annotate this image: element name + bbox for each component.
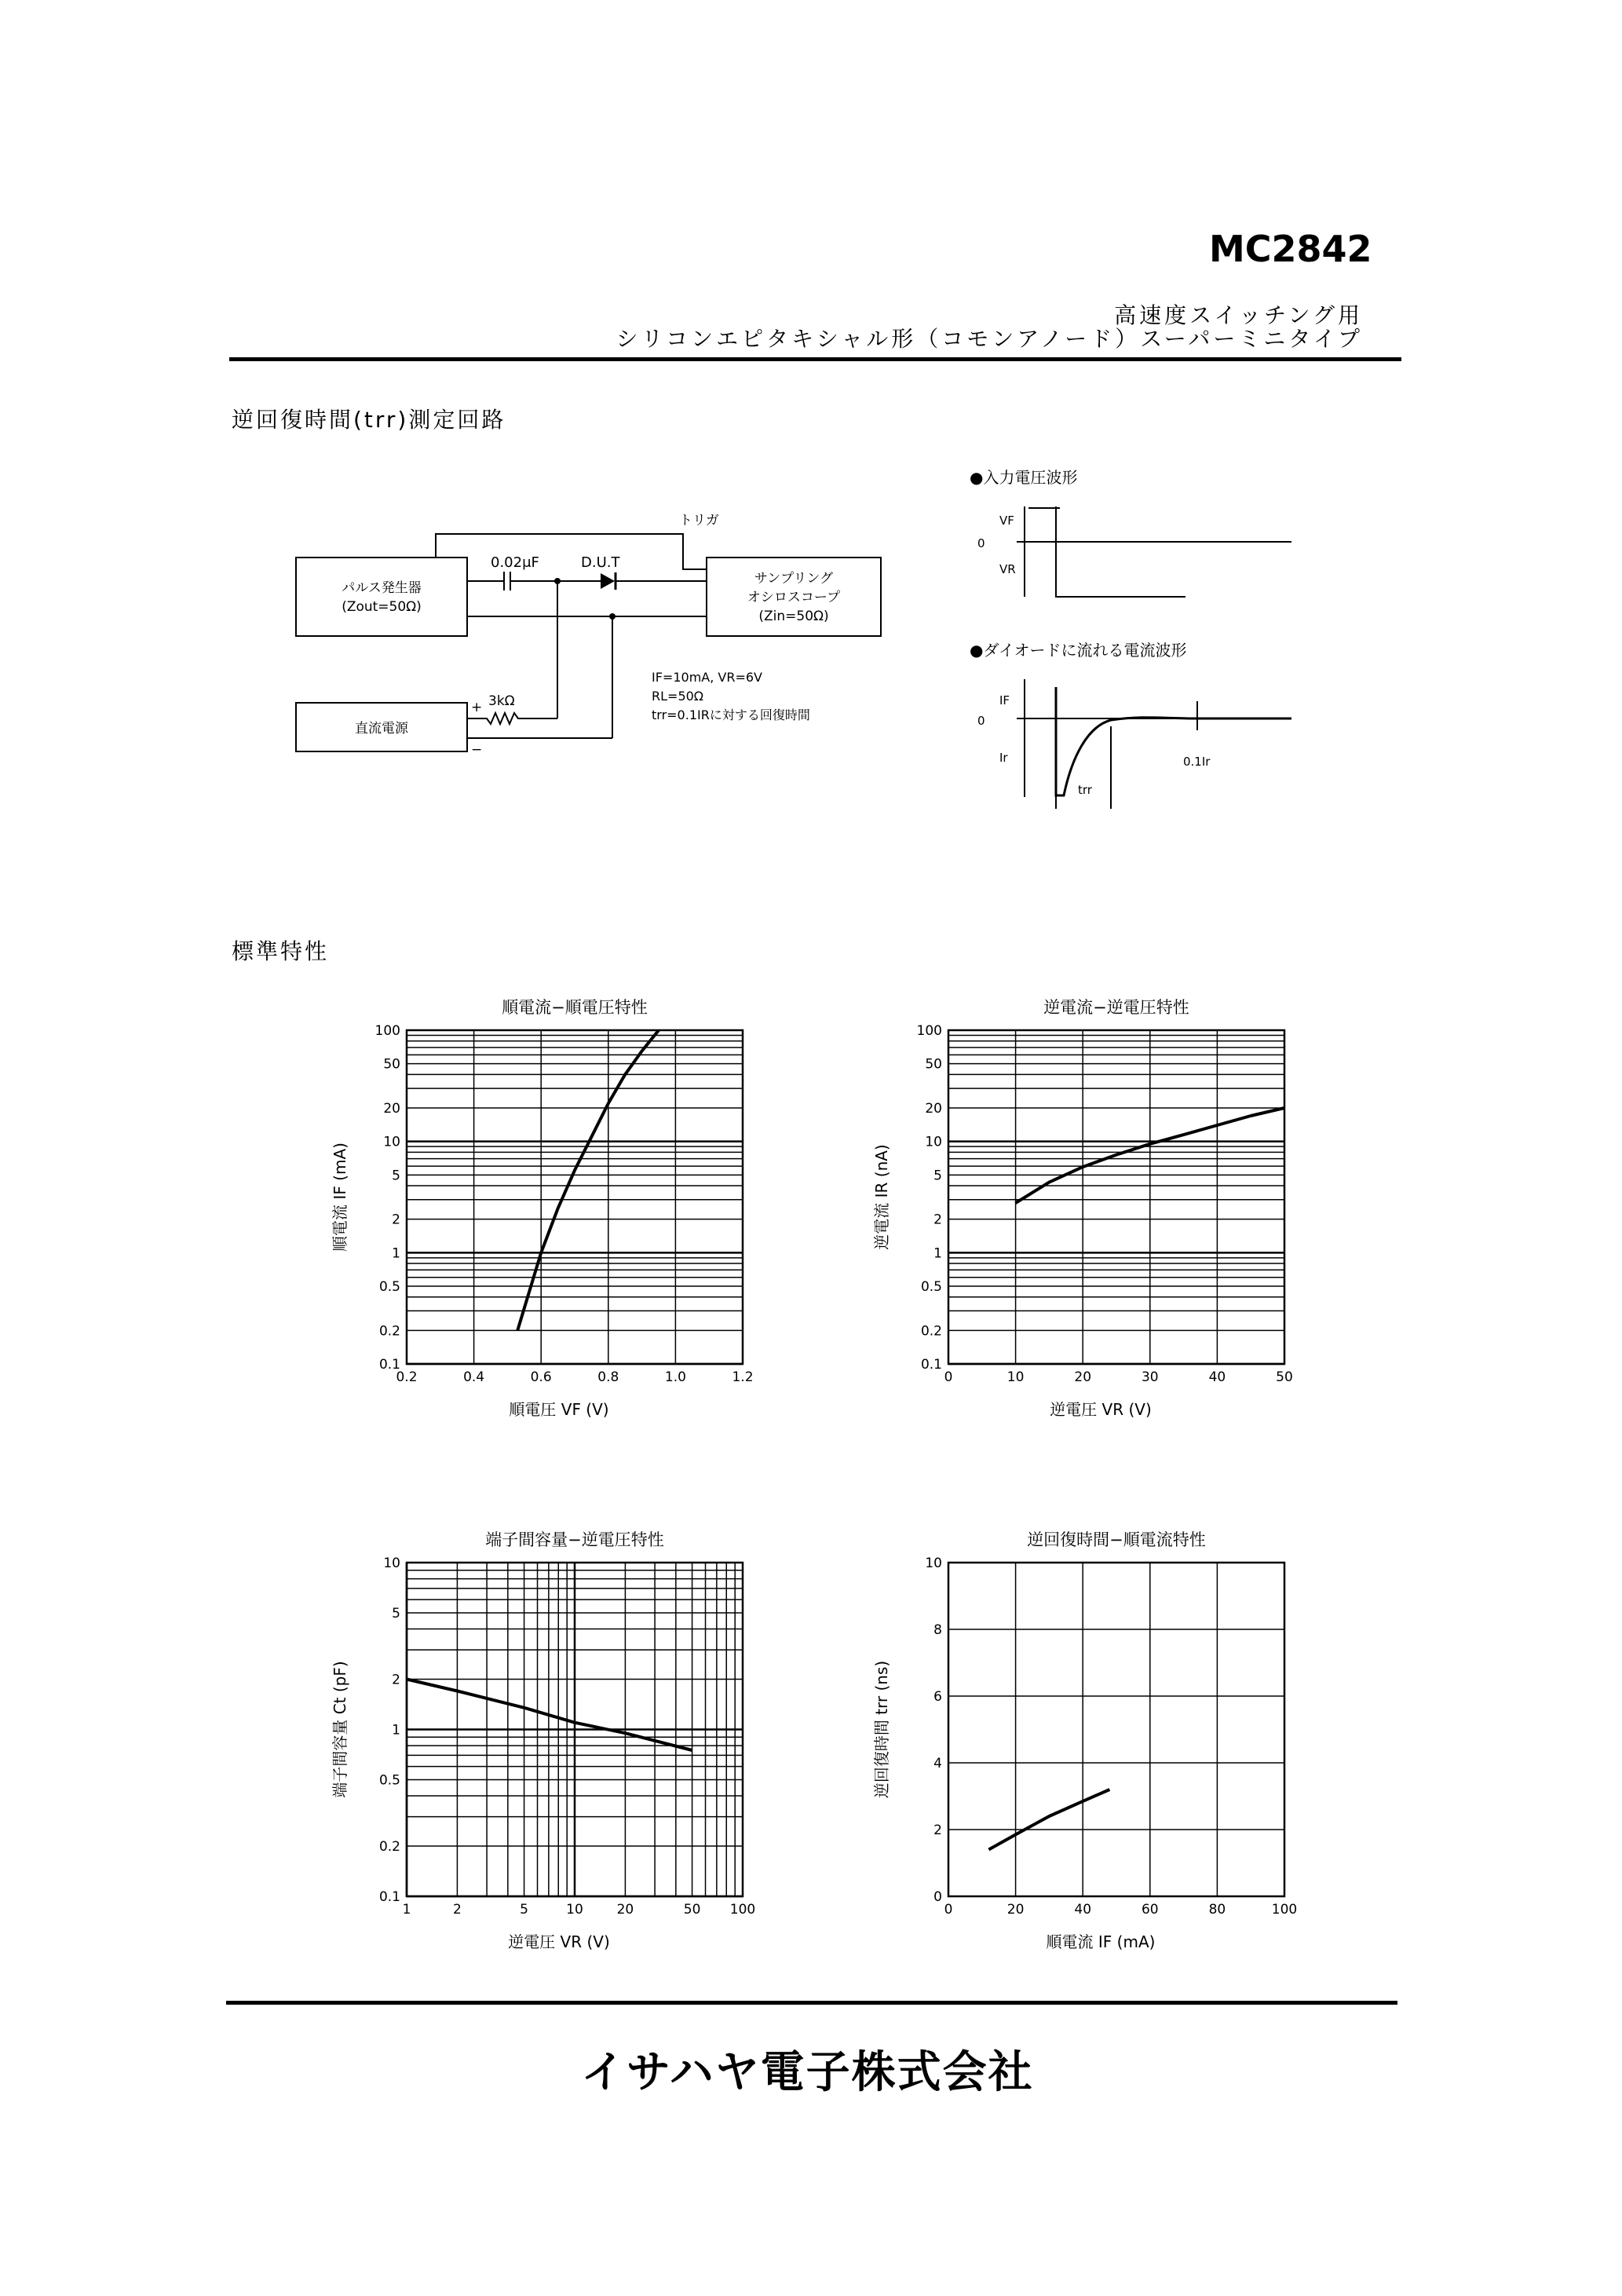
characteristics-title: 標準特性: [232, 938, 330, 964]
trigger-line: [436, 534, 707, 569]
resistor-label: 3kΩ: [488, 693, 515, 709]
node-dot: [554, 578, 561, 584]
x-tick-label: 10: [566, 1902, 583, 1918]
x-tick-label: 40: [1074, 1902, 1092, 1918]
x-axis-label: 順電流 IF (mA): [1046, 1932, 1156, 1951]
current-curve: [1056, 687, 1291, 795]
y-tick-label: 0.2: [920, 1323, 942, 1340]
y-tick-label: 1: [933, 1245, 942, 1262]
x-tick-label: 1.0: [664, 1369, 686, 1385]
x-tick-label: 30: [1141, 1369, 1159, 1385]
trr-label: trr: [1078, 783, 1092, 797]
chart-grid: [948, 1030, 1284, 1364]
y-tick-label: 0.1: [378, 1357, 400, 1373]
pulse-gen-label2: (Zout=50Ω): [342, 599, 422, 615]
plot-frame: [948, 1563, 1284, 1896]
current-waveform-title: ●ダイオードに流れる電流波形: [970, 641, 1187, 660]
header-rule: [229, 357, 1401, 361]
y-tick-label: 2: [933, 1212, 942, 1228]
x-tick-label: 10: [1006, 1369, 1025, 1385]
x-tick-label: 20: [1006, 1902, 1025, 1918]
input-pulse: [1056, 506, 1185, 597]
x-tick-label: 60: [1141, 1902, 1159, 1918]
chart-trr-if: [848, 1512, 1319, 1975]
x-tick-label: 5: [520, 1902, 528, 1918]
series-line: [517, 1030, 659, 1330]
condition-3: trr=0.1IRに対する回復時間: [652, 707, 810, 722]
y-tick-label: 0.1: [378, 1889, 400, 1905]
y-tick-label: 5: [392, 1168, 400, 1184]
if-label: IF: [999, 693, 1010, 707]
x-tick-label: 0.8: [597, 1369, 619, 1385]
y-tick-label: 10: [383, 1134, 400, 1150]
vf-label: VF: [999, 514, 1014, 528]
pulse-gen-label1: パルス発生器: [342, 580, 422, 596]
zero-label-input: 0: [977, 536, 985, 550]
scope-label3: (Zin=50Ω): [758, 609, 829, 624]
x-tick-label: 40: [1208, 1369, 1226, 1385]
chart-title: 順電流−順電圧特性: [502, 998, 648, 1017]
condition-2: RL=50Ω: [652, 689, 704, 704]
x-tick-label: 50: [683, 1902, 701, 1918]
x-tick-label: 100: [1271, 1902, 1298, 1918]
y-tick-label: 2: [933, 1823, 942, 1838]
y-tick-label: 0: [933, 1889, 942, 1905]
y-axis-label: 順電流 IF (mA): [331, 1143, 349, 1252]
chart-grid: [407, 1030, 743, 1364]
footer-rule: [226, 2001, 1397, 2005]
chart-if-vf: [306, 982, 777, 1437]
y-tick-label: 10: [925, 1556, 942, 1571]
x-axis-label: 逆電圧 VR (V): [1050, 1400, 1152, 1419]
ground-node-dot: [609, 613, 616, 620]
zero-label-current: 0: [977, 714, 985, 728]
y-tick-label: 10: [925, 1134, 942, 1150]
x-tick-label: 0.4: [463, 1369, 485, 1385]
input-waveform-title: ●入力電圧波形: [970, 468, 1078, 487]
pulse-generator-box: [296, 558, 467, 636]
dut-label: D.U.T: [581, 554, 620, 571]
dc-supply-label: 直流電源: [355, 721, 408, 737]
chart-ir-vr: [848, 982, 1319, 1437]
y-tick-label: 5: [933, 1168, 942, 1184]
vr-label: VR: [999, 562, 1016, 576]
x-tick-label: 1: [402, 1902, 411, 1918]
chart-title: 逆回復時間−順電流特性: [1027, 1530, 1206, 1549]
y-tick-label: 0.5: [378, 1772, 400, 1789]
y-tick-label: 50: [925, 1056, 942, 1073]
y-tick-label: 4: [933, 1756, 942, 1771]
x-tick-label: 80: [1208, 1902, 1226, 1918]
y-tick-label: 1: [392, 1245, 400, 1262]
ir-label: Ir: [999, 751, 1008, 765]
x-axis-label: 順電圧 VF (V): [509, 1400, 609, 1419]
y-tick-label: 50: [383, 1056, 400, 1073]
y-tick-label: 8: [933, 1622, 942, 1638]
x-tick-label: 2: [453, 1902, 462, 1918]
plus-label: +: [471, 700, 483, 715]
subtitle-line2: シリコンエピタキシャル形（コモンアノード）スーパーミニタイプ: [616, 326, 1363, 352]
y-tick-label: 0.2: [378, 1323, 400, 1340]
tenth-ir-label: 0.1Ir: [1183, 755, 1211, 769]
minus-label: −: [471, 742, 483, 758]
x-tick-label: 0.2: [396, 1369, 418, 1385]
y-tick-label: 2: [392, 1672, 400, 1688]
scope-label2: オシロスコープ: [747, 590, 841, 605]
x-tick-label: 20: [616, 1902, 634, 1918]
x-tick-label: 50: [1276, 1369, 1293, 1385]
y-tick-label: 0.1: [920, 1357, 942, 1373]
chart-title: 端子間容量−逆電圧特性: [485, 1530, 664, 1549]
y-tick-label: 100: [374, 1023, 400, 1039]
y-tick-label: 20: [383, 1101, 400, 1117]
y-tick-label: 2: [392, 1212, 400, 1228]
series-line: [407, 1680, 692, 1751]
y-tick-label: 6: [933, 1689, 942, 1705]
chart-grid: [407, 1563, 743, 1896]
chart-title: 逆電流−逆電圧特性: [1043, 998, 1189, 1017]
subtitle-line1: 高速度スイッチング用: [1114, 302, 1363, 328]
plot-frame: [948, 1030, 1284, 1364]
y-tick-label: 0.2: [378, 1839, 400, 1855]
y-tick-label: 1: [392, 1722, 400, 1738]
x-tick-label: 1.2: [732, 1369, 754, 1385]
y-tick-label: 0.5: [378, 1278, 400, 1295]
y-tick-label: 100: [916, 1023, 942, 1039]
y-tick-label: 5: [392, 1605, 400, 1621]
y-tick-label: 0.5: [920, 1278, 942, 1295]
y-tick-label: 10: [383, 1556, 400, 1571]
trigger-label: トリガ: [679, 513, 719, 528]
x-tick-label: 0.6: [530, 1369, 552, 1385]
chart-ct-vr: [306, 1512, 777, 1975]
chart-grid: [948, 1563, 1284, 1896]
x-tick-label: 100: [729, 1902, 756, 1918]
condition-1: IF=10mA, VR=6V: [652, 670, 762, 685]
input-voltage-waveform: [962, 467, 1307, 605]
plot-frame: [407, 1030, 743, 1364]
y-axis-label: 逆回復時間 trr (ns): [872, 1660, 891, 1799]
series-line: [988, 1790, 1109, 1850]
scope-label1: サンプリング: [754, 571, 834, 587]
x-tick-label: 0: [944, 1902, 953, 1918]
y-axis-label: 端子間容量 Ct (pF): [331, 1661, 349, 1798]
trr-circuit-diagram: [283, 503, 895, 770]
x-tick-label: 0: [944, 1369, 953, 1385]
x-axis-label: 逆電圧 VR (V): [508, 1932, 610, 1951]
y-axis-label: 逆電流 IR (nA): [872, 1144, 891, 1250]
diode-current-waveform: [962, 640, 1307, 821]
capacitor-label: 0.02μF: [491, 554, 539, 571]
x-tick-label: 20: [1074, 1369, 1092, 1385]
y-tick-label: 20: [925, 1101, 942, 1117]
trr-section-title: 逆回復時間(trr)測定回路: [232, 407, 506, 433]
diode-triangle: [601, 573, 615, 589]
part-number: MC2842: [1209, 228, 1372, 270]
company-name: イサハヤ電子株式会社: [581, 2047, 1034, 2098]
